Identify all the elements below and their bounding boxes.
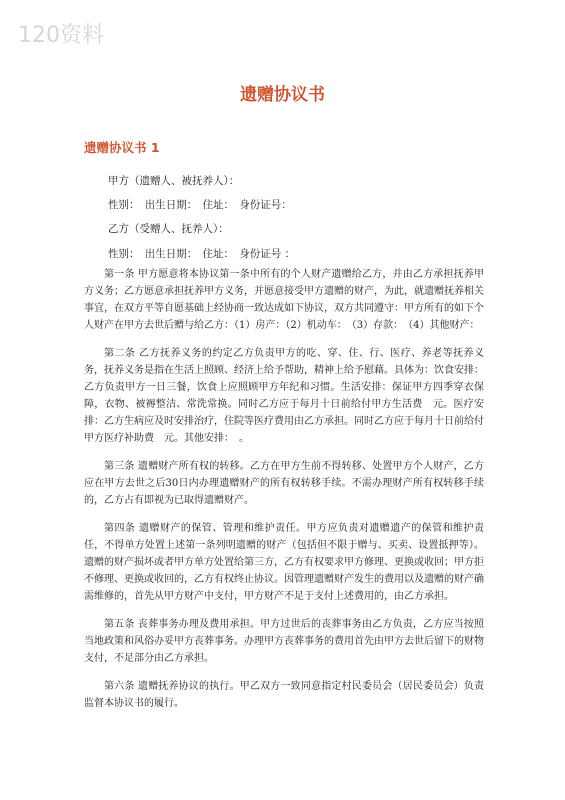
article-2: 第二条 乙方抚养义务的约定乙方负责甲方的吃、穿、住、行、医疗、养老等抚养义务，抚养义务是指在生活上照顾、经济上给予帮助，精神上给予慰藉。具体为：饮食安排：乙方负责甲方一日三餐，饮食上应照顾甲方年纪和习惯。生活安排：保证甲方四季穿衣保障，衣物、被褥整洁、常洗常换。同时乙方应于每月十日前给付甲方生活费 元。医疗安排：乙方生病应及时安排治疗，住院等医疗费用由乙方承担。同时乙方应于每月十日前给付甲方医疗补助费 元。其他安排： 。 [84, 348, 484, 444]
party-b-label: 乙方（受赠人、抚养人）： [108, 223, 229, 235]
article-4: 第四条 遗赠财产的保管、管理和维护责任。甲方应负责对遗赠遗产的保管和维护责任，不得单方处置上述第一条列明遗赠的财产（包括但不限于赠与、买卖、设置抵押等）。遗赠的财产损坏或者甲方单方处置给第三方，乙方有权要求甲方修理、更换或收回；甲方拒不修理、更换或收回的，乙方有权终止协议。因管理遗赠财产发生的费用以及遗赠的财产确需维修的，首先从甲方财产中支付，甲方财产不足于支付上述费用的，由乙方承担。 [84, 523, 484, 602]
watermark-logo: 120资料 [18, 23, 104, 48]
party-a-label: 甲方（遗赠人、被抚养人）： [108, 175, 240, 187]
article-3: 第三条 遗赠财产所有权的转移。乙方在甲方生前不得转移、处置甲方个人财产，乙方应在甲方去世之后30日内办理遗赠财产的所有权转移手续。不需办理财产所有权转移手续的，乙方占有即视为已取得遗赠财产。 [84, 461, 484, 506]
document-title: 遗赠协议书 [240, 85, 325, 105]
article-5: 第五条 丧葬事务办理及费用承担。甲方过世后的丧葬事务由乙方负责，乙方应当按照当地政策和风俗办妥甲方丧葬事务。办理甲方丧葬事务的费用首先由甲方去世后留下的财物支付，不足部分由乙方承担。 [84, 619, 484, 664]
section-heading: 遗赠协议书 1 [84, 140, 160, 155]
document-body [84, 266, 484, 723]
article-1: 第一条 甲方愿意将本协议第一条中所有的个人财产遗赠给乙方，并由乙方承担抚养甲方义务；乙方愿意承担抚养甲方义务，并愿意接受甲方遗赠的财产，为此，就遗赠抚养相关事宜，在双方平等自愿基础上经协商一致达成如下协议，双方共同遵守：甲方所有的如下个人财产在甲方去世后赠与给乙方：（1）房产：（2）机动车： （3）存款： （4）其他财产： [84, 269, 484, 331]
party-a-details: 性别： 出生日期： 住址： 身份证号： [108, 199, 292, 211]
article-6: 第六条 遗赠抚养协议的执行。甲乙双方一致同意指定村民委员会（居民委员会）负责监督本协议书的履行。 [84, 681, 484, 709]
party-b-details: 性别： 出生日期： 住址： 身份证号 ： [108, 248, 296, 260]
